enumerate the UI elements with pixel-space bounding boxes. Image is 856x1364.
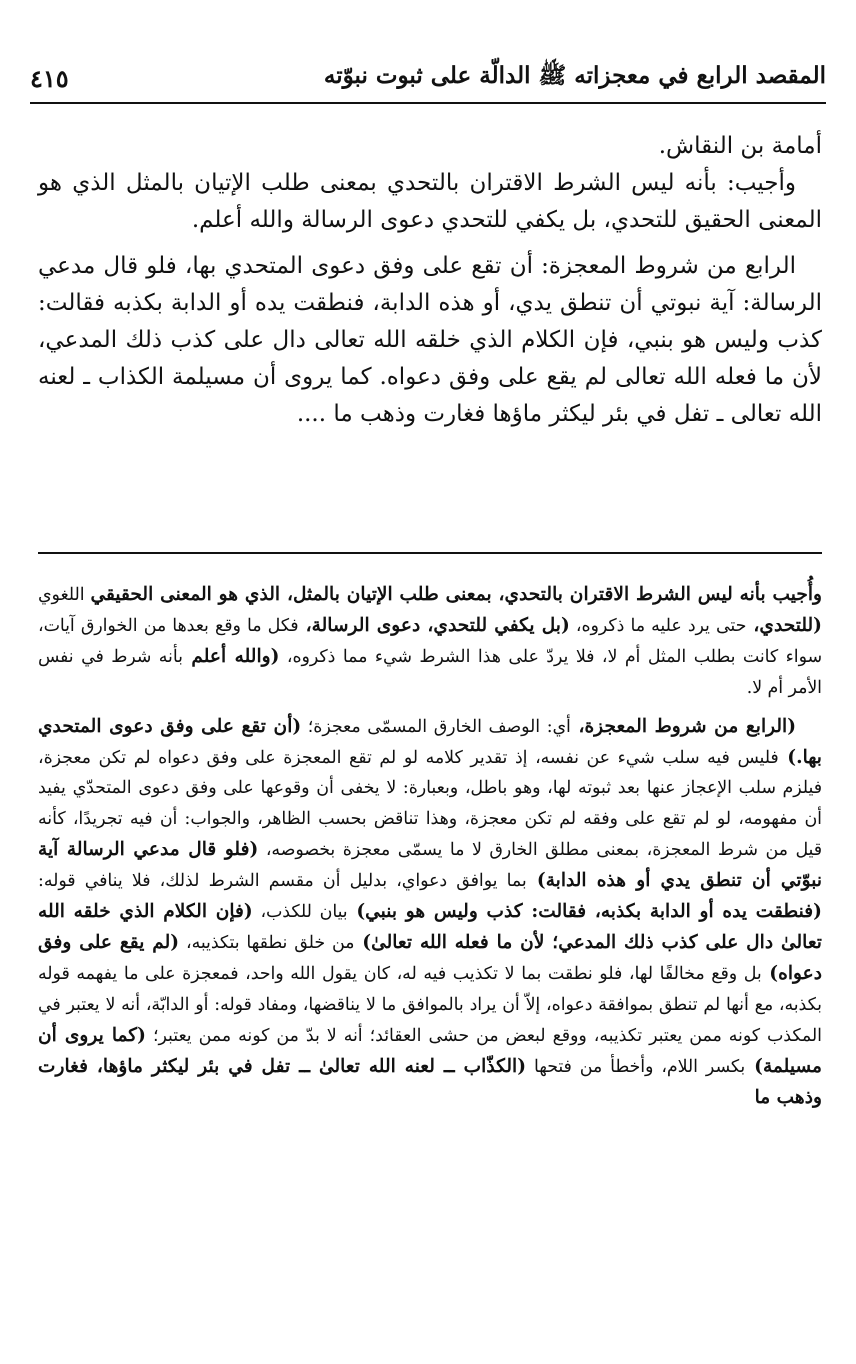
running-head-title: المقصد الرابع في معجزاته ﷺ الدالّة على ثبوت نبوّته (323, 62, 826, 89)
main-text (38, 128, 822, 432)
commentary-text: بما يوافق دعواي، بدليل أن مقسم الشرط لذلك، فلا ينافي قوله: (38, 871, 527, 892)
quoted-main-text: وأُجيب بأنه ليس الشرط الاقتران بالتحدي، بمعنى طلب الإتيان بالمثل، الذي هو المعنى الحقيقي (90, 584, 822, 605)
footnote-separator (38, 552, 822, 554)
main-text-paragraph-3: الرابع من شروط المعجزة: أن تقع على وفق دعوى المتحدي بها، فلو قال مدعي الرسالة: آية نبوتي أن تنطق يدي، أو هذه الدابة، فنطقت يده أو الدابة بكذبه فقالت: كذب وليس هو بنبي، فإن الكلام الذي خلقه الله تعالى دال على كذب ذلك المدعي، لأن ما فعله الله تعالى لم يقع على وفق دعواه. كما يروى أن مسيلمة الكذاب ـ لعنه الله تعالى ـ تفل في بئر ليكثر ماؤها فغارت وذهب ما .... (38, 253, 822, 427)
commentary-paragraph-1 (38, 580, 822, 704)
commentary-text: أي: الوصف الخارق المسمّى معجزة؛ (301, 716, 571, 737)
commentary-text: من خلق نطقها بتكذيبه، (179, 932, 355, 953)
quoted-main-text: (بل يكفي للتحدي، دعوى الرسالة، (298, 614, 570, 636)
commentary-paragraph-2 (38, 712, 822, 1114)
quoted-main-text: (فنطقت يده أو الدابة بكذبه، فقالت: كذب وليس هو بنبي) (347, 901, 822, 923)
quoted-main-text: (للتحدي، (746, 614, 822, 636)
quoted-main-text: (الكذّاب ــ لعنه الله تعالىٰ ــ تفل في بئر ليكثر ماؤها، فغارت وذهب ما (38, 1055, 822, 1108)
quoted-main-text: (الرابع من شروط المعجزة، (570, 715, 796, 737)
header-rule (30, 102, 826, 104)
quoted-main-text: (كما يروى أن مسيلمة) (38, 1024, 822, 1077)
quoted-main-text: (أن تقع على وفق دعوى المتحدي بها.) (38, 715, 822, 768)
main-text-paragraph-2: وأجيب: بأنه ليس الشرط الاقتران بالتحدي بمعنى طلب الإتيان بالمثل الذي هو المعنى الحقيق للتحدي، بل يكفي للتحدي دعوى الرسالة والله أعلم. (38, 169, 822, 233)
quoted-main-text: (والله أعلم (182, 645, 280, 667)
quoted-main-text: (فإن الكلام الذي خلقه الله تعالىٰ دال على كذب ذلك المدعي؛ لأن ما فعله الله تعالىٰ) (38, 901, 822, 953)
commentary-text: حتى يرد عليه ما ذكروه، (569, 615, 747, 636)
commentary-text: بل وقع مخالفًا لها، فلو نطقت بما لا تكذيب فيه له، كان يقول الله واحد، فمعجزة على ما يفهمه قوله بكذبه، مع أنها لم تنطق بموافقة دعواه، إلاّ أن يراد بالموافق ما لا يناقضها، ومفاد قوله: أو الدابّة، أنه لا يعتبر في المكذب كونه ممن يعتبر تكذيبه، ووقع لبعض من حشى العقائد؛ أنه لا بدّ من كونه ممن يعتبر؛ (38, 963, 822, 1046)
main-text-paragraph-1: أمامة بن النقاش. (658, 133, 822, 159)
commentary-text: فكل ما وقع بعدها من الخوارق آيات، سواء كانت بطلب المثل أم لا، فلا يردّ على هذا الشرط شيء مما ذكروه، (38, 615, 822, 667)
commentary-text: بكسر اللام، وأخطأ من فتحها (526, 1056, 746, 1077)
quoted-main-text: (فلو قال مدعي الرسالة آية نبوّتي أن تنطق يدي أو هذه الدابة) (38, 839, 822, 892)
commentary-text: بيان للكذب، (252, 902, 348, 923)
commentary-text: اللغوي (38, 585, 91, 605)
quoted-main-text: (لم يقع على وفق دعواه) (38, 931, 822, 984)
page-number: ٤١٥ (30, 63, 69, 93)
commentary-text: بأنه شرط في نفس الأمر أم لا. (38, 646, 822, 698)
commentary (38, 580, 822, 1113)
commentary-text: فليس فيه سلب شيء عن نفسه، إذ تقدير كلامه لو لم تقع المعجزة على وفق دعواه لم تكن معجزة، فيلزم سلب الإعجاز عنها بعد ثبوته لها، وهو باطل، وبعبارة: لا يخفى أن وقوعها على وفق دعوى المتحدّي يفيد أن مفهومه، لو لم تقع على وفقه لم تكن معجزة، وهذا تناقض بحسب الظاهر، والجواب: أن فيه تجريدًا، كأنه قيل من شرط المعجزة، بمعنى مطلق الخارق لا ما يسمّى معجزة بخصوصه، (38, 747, 823, 861)
running-head (30, 58, 826, 98)
